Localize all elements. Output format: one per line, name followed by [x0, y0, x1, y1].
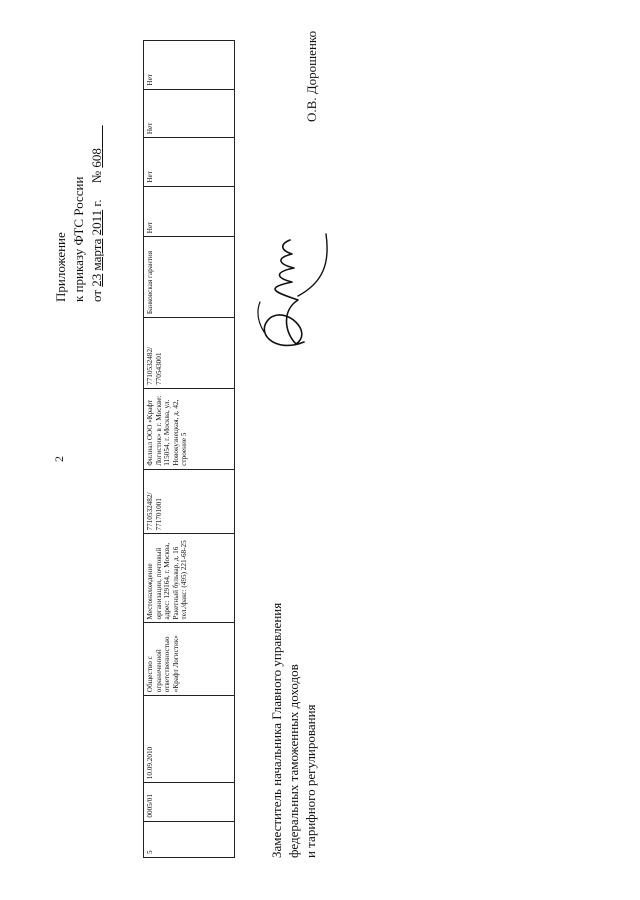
register-table: [143, 40, 235, 858]
cell-flag-2: Нет: [144, 138, 235, 187]
date-day: 23: [89, 273, 104, 287]
number-label: №: [89, 170, 104, 184]
cell-org-address: Местонахождение организации, почтовый адрес: 129164, г. Москва, Ракетный бульвар, д. 16 тел./факс: (495) 221-68-25: [144, 534, 235, 623]
page-number: 2: [52, 456, 66, 462]
signatory-position: [268, 603, 319, 858]
position-line-2: федеральных таможенных доходов: [286, 664, 301, 858]
date-month: марта: [89, 238, 104, 271]
cell-registry-number: 0005/01: [144, 783, 235, 821]
cell-inn-kpp: 7710532482/ 771701001: [144, 469, 235, 534]
table-row: [144, 41, 235, 858]
cell-flag-3: Нет: [144, 89, 235, 138]
position-line-3: и тарифного регулирования: [303, 704, 318, 858]
date-year-suffix: г.: [89, 199, 104, 207]
appendix-date-line: [88, 125, 106, 302]
cell-row-number: 5: [144, 821, 235, 857]
date-year: 2011: [89, 209, 104, 236]
appendix-header: [52, 125, 106, 302]
appendix-title: Приложение: [53, 232, 68, 302]
cell-guarantee: Банковская гарантия: [144, 237, 235, 318]
cell-org-name: Общество с ограниченной ответственностью «Крафт Логистик»: [144, 623, 235, 696]
signatory-name: О.В. Дорошенко: [304, 30, 319, 122]
order-number: 608: [89, 148, 104, 168]
cell-branch-inn-kpp: 7710532482/ 770543001: [144, 318, 235, 389]
cell-flag-4: Нет: [144, 41, 235, 90]
handwritten-signature: [234, 222, 344, 362]
date-prefix: от: [89, 289, 104, 302]
cell-flag-1: Нет: [144, 186, 235, 237]
cell-branch-address: Филиал ООО «Крафт Логистик» в г. Москве: 115054, г. Москва, ул. Новокузнецкая, д. 42, строение 5: [144, 388, 235, 469]
appendix-order-line: к приказу ФТС России: [71, 176, 86, 302]
cell-date: 10.09.2010: [144, 696, 235, 783]
position-line-1: Заместитель начальника Главного управления: [269, 602, 284, 858]
